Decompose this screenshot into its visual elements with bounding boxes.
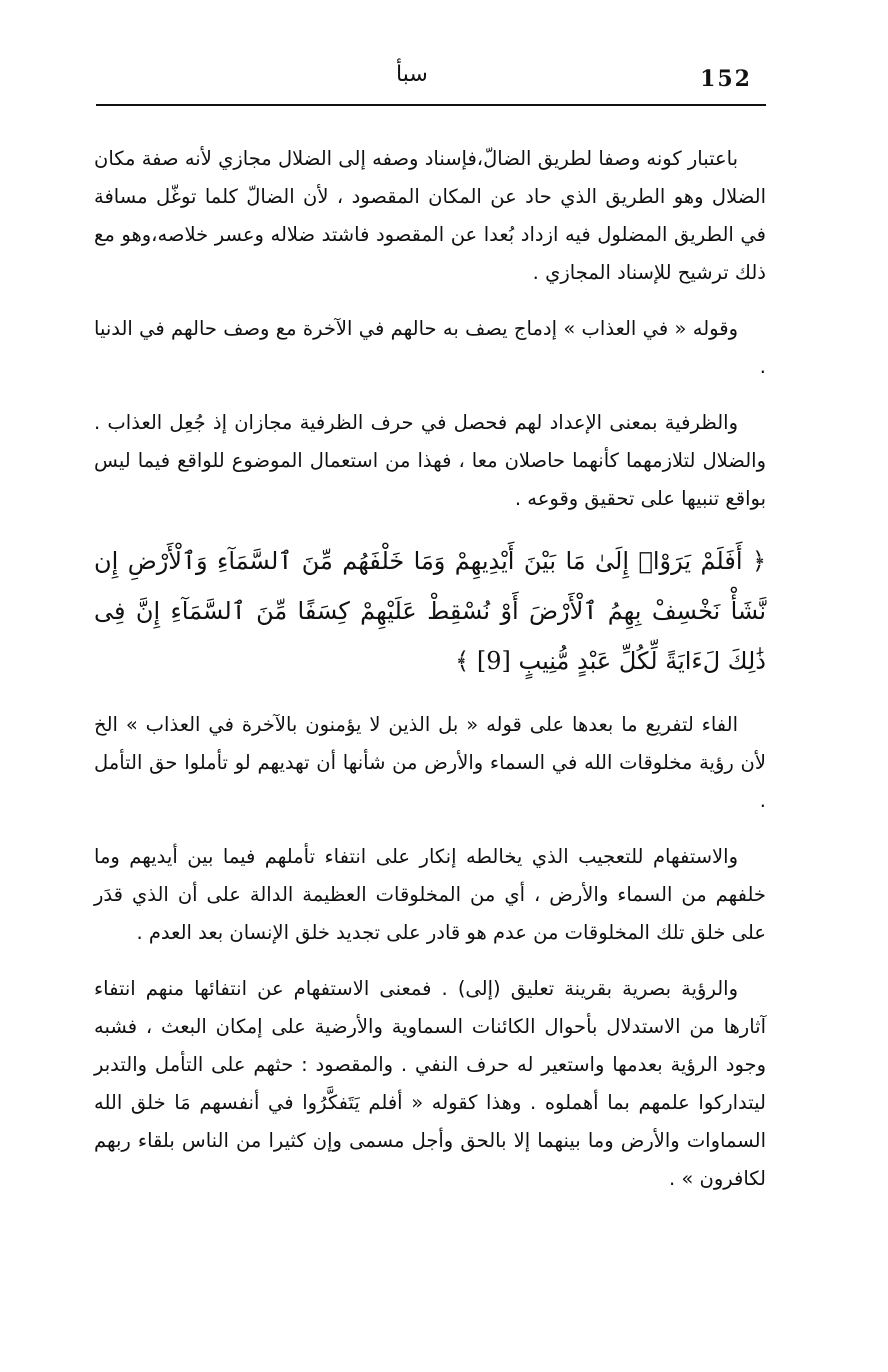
verse-close-bracket: ﴾ xyxy=(455,647,470,675)
paragraph-1: باعتبار كونه وصفا لطريق الضالّ،فإسناد وصفه إلى الضلال مجازي لأنه صفة مكان الضلال وهو الطريق الذي حاد عن المكان المقصود ، لأن الضالّ كلما توغّل مسافة في الطريق المضلول فيه ازداد بُعدا عن المقصود فاشتد ضلاله وعسر خلاصه،وهو مع ذلك ترشيح للإسناد المجازي . xyxy=(94,147,766,284)
paragraph-3: والظرفية بمعنى الإعداد لهم فحصل في حرف الظرفية مجازان إذ جُعِل العذاب . والضلال لتلازمهما كأنهما حاصلان معا ، فهذا من استعمال الموضوع للواقع فيما ليس بواقع تنبيها على تحقيق وقوعه . xyxy=(94,411,766,510)
quran-verse xyxy=(94,536,766,686)
paragraph-5: والاستفهام للتعجيب الذي يخالطه إنكار على انتفاء تأملهم فيما بين أيديهم وما خلفهم من السماء والأرض ، أي من المخلوقات العظيمة الدالة على أن الذي قدَر على خلق تلك المخلوقات من عدم هو قادر على تجديد خلق الإنسان بعد العدم . xyxy=(94,845,766,944)
header-rule xyxy=(96,104,766,106)
paragraph-6: والرؤية بصرية بقرينة تعليق (إلى) . فمعنى الاستفهام عن انتفائها منهم انتفاء آثارها من الاستدلال بأحوال الكائنات السماوية والأرضية على إمكان البعث ، فشبه وجود الرؤية بعدمها واستعير له حرف النفي . والمقصود : حثهم على التأمل والتدبر ليتداركوا علمهم بما أهملوه . وهذا كقوله « أفلم يَتَفكَّرُوا في أنفسهم مَا خلق الله السماوات والأرض وما بينهما إلا بالحق وأجل مسمى وإن كثيرا من الناس بلقاء ربهم لكافرون » . xyxy=(94,977,766,1190)
verse-text: أَفَلَمْ يَرَوْا۟ إِلَىٰ مَا بَيْنَ أَيْدِيهِمْ وَمَا خَلْفَهُم مِّنَ ٱلسَّمَآءِ وَٱلْأَرْضِ إِن نَّشَأْ نَخْسِفْ بِهِمُ ٱلْأَرْضَ أَوْ نُسْقِطْ عَلَيْهِمْ كِسَفًا مِّنَ ٱلسَّمَآءِ إِنَّ فِى ذَٰلِكَ لَءَايَةً لِّكُلِّ عَبْدٍ مُّنِيبٍ xyxy=(94,547,766,675)
running-title: سبأ xyxy=(396,62,428,87)
paragraph-2: وقوله « في العذاب » إدماج يصف به حالهم في الآخرة مع وصف حالهم في الدنيا . xyxy=(94,317,766,378)
verse-open-bracket: ﴿ xyxy=(751,547,766,575)
page-number: 152 xyxy=(700,66,752,92)
body-text xyxy=(94,140,766,1216)
page-header xyxy=(96,62,764,102)
verse-number: [9] xyxy=(476,647,511,675)
paragraph-4: الفاء لتفريع ما بعدها على قوله « بل الذين لا يؤمنون بالآخرة في العذاب » الخ لأن رؤية مخلوقات الله في السماء والأرض من شأنها أن تهديهم لو تأملوا حق التأمل . xyxy=(94,713,766,812)
